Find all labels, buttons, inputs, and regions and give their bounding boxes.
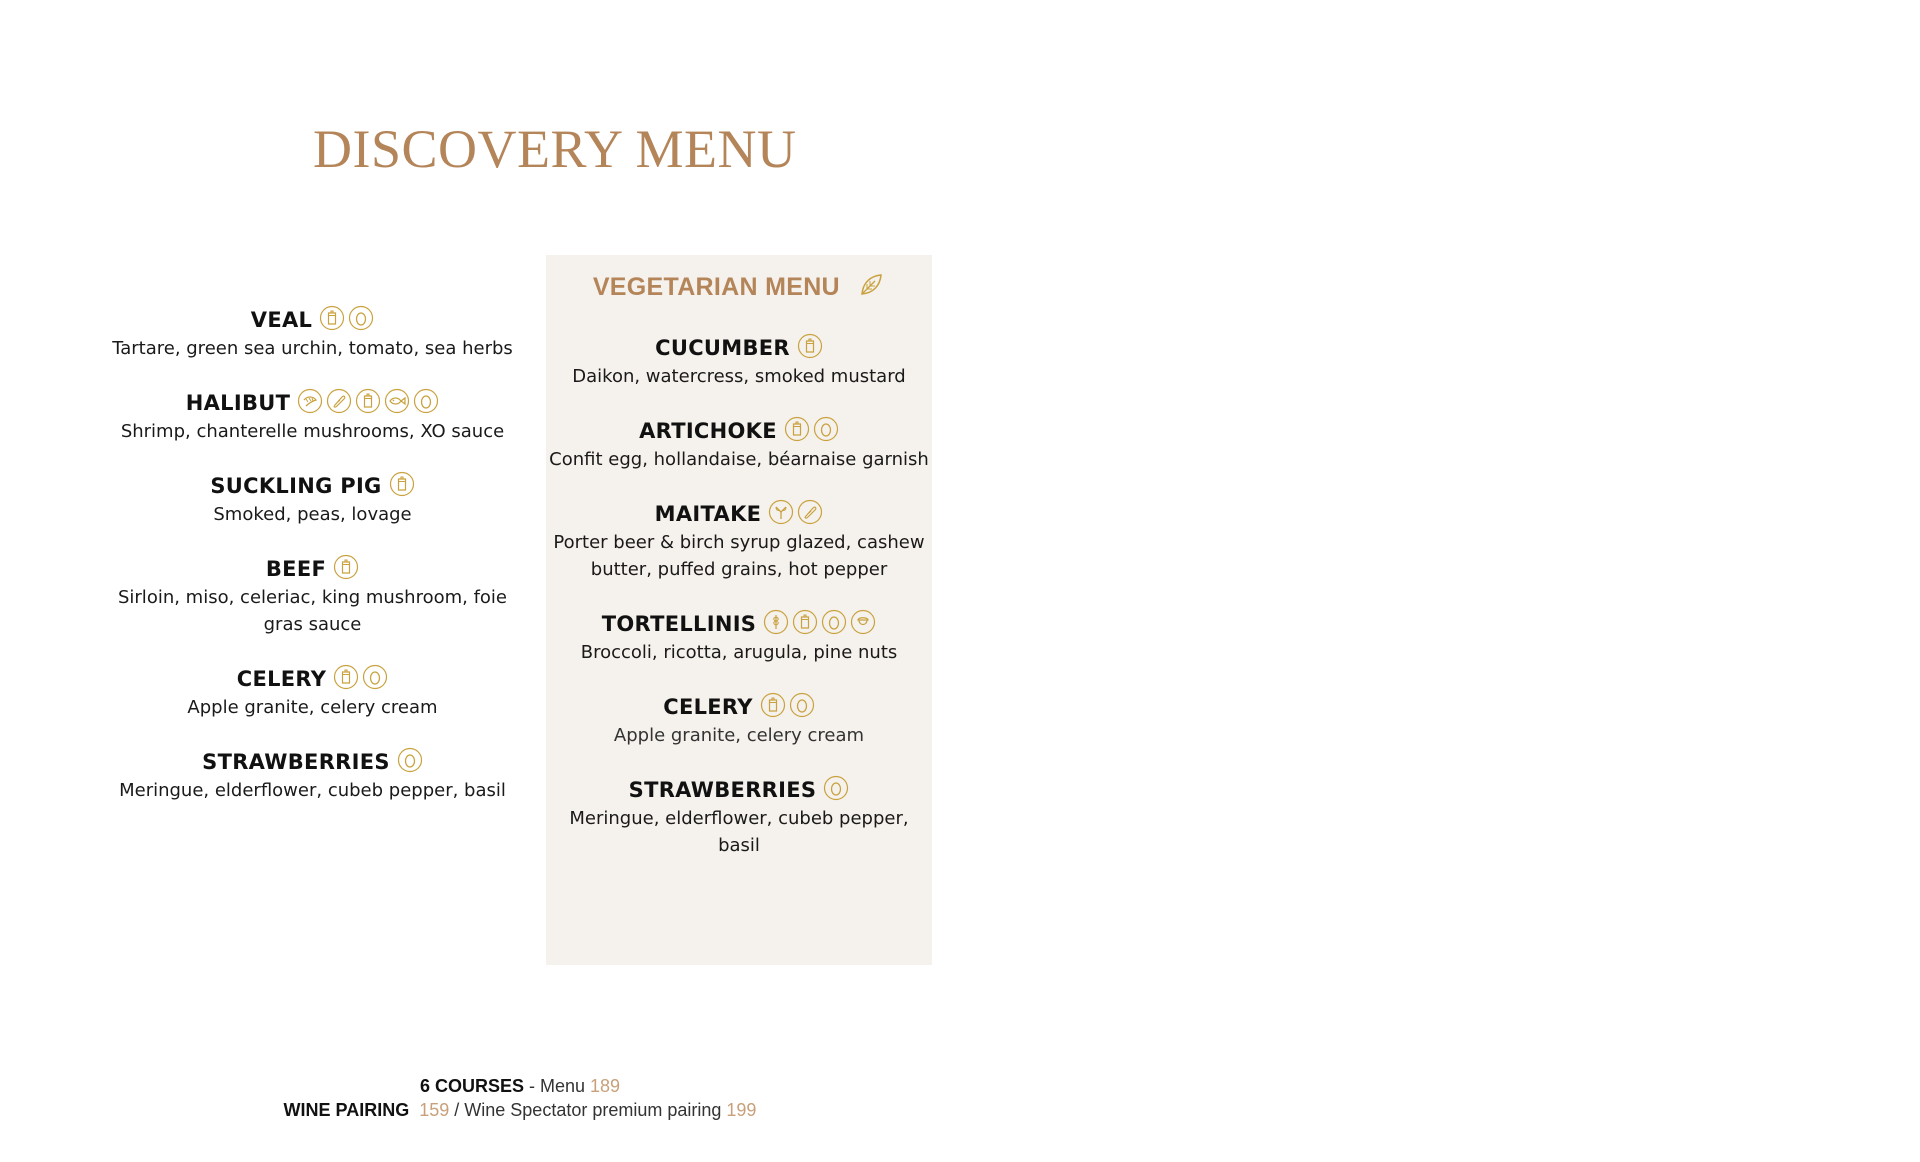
gluten-icon (319, 305, 345, 331)
egg-icon (823, 775, 849, 801)
dish-name: VEAL (250, 308, 313, 332)
menu-item (110, 471, 515, 528)
gluten-icon (760, 692, 786, 718)
vegetarian-menu-list (546, 333, 932, 885)
gluten-icon (792, 609, 818, 635)
dish-description: Meringue, elderflower, cubeb pepper, basil (569, 808, 909, 856)
pairing-price: 159 (419, 1100, 450, 1120)
fish-icon (384, 388, 410, 414)
premium-pairing-price: 199 (726, 1100, 757, 1120)
dish-description: Daikon, watercress, smoked mustard (572, 366, 906, 387)
dish-description: Tartare, green sea urchin, tomato, sea herbs (112, 338, 513, 359)
shellfish-icon (297, 388, 323, 414)
menu-item (546, 775, 932, 859)
egg-icon (348, 305, 374, 331)
gluten-icon (333, 664, 359, 690)
vegetarian-menu-title (546, 271, 932, 306)
egg-icon (397, 747, 423, 773)
sesame-icon (768, 499, 794, 525)
menu-item (110, 747, 515, 804)
courses-label: 6 COURSES (419, 1076, 524, 1096)
dish-name: MAITAKE (654, 502, 762, 526)
dish-description: Confit egg, hollandaise, béarnaise garnish (549, 449, 929, 470)
menu-item (110, 388, 515, 445)
wheat-icon (763, 609, 789, 635)
dish-description: Apple granite, celery cream (187, 697, 438, 718)
egg-icon (413, 388, 439, 414)
dish-description: Smoked, peas, lovage (213, 504, 412, 525)
gluten-icon (797, 333, 823, 359)
dish-description: Broccoli, ricotta, arugula, pine nuts (580, 642, 898, 663)
dish-description: Apple granite, celery cream (613, 725, 865, 746)
menu-item (546, 609, 932, 666)
menu-item (110, 664, 515, 721)
menu-item (546, 499, 932, 583)
vegetarian-menu-title-text: VEGETARIAN MENU (592, 273, 840, 302)
dish-name: CELERY (663, 695, 753, 719)
dish-name: STRAWBERRIES (202, 750, 390, 774)
egg-icon (789, 692, 815, 718)
menu-item (546, 692, 932, 749)
dish-name: TORTELLINIS (601, 612, 757, 636)
mushroom-icon (797, 499, 823, 525)
gluten-icon (355, 388, 381, 414)
egg-icon (362, 664, 388, 690)
dish-description: Porter beer & birch syrup glazed, cashew butter, puffed grains, hot pepper (553, 532, 925, 580)
menu-item (110, 305, 515, 362)
menu-item (546, 333, 932, 390)
egg-icon (813, 416, 839, 442)
dish-name: CUCUMBER (655, 336, 790, 360)
dish-name: CELERY (236, 667, 327, 691)
mushroom-icon (326, 388, 352, 414)
menu-item (546, 416, 932, 473)
dish-name: ARTICHOKE (639, 419, 777, 443)
menu-item (110, 554, 515, 638)
gluten-icon (784, 416, 810, 442)
dish-name: SUCKLING PIG (210, 474, 382, 498)
page-title: DISCOVERY MENU (313, 119, 797, 179)
pairing-separator: / Wine Spectator premium pairing (449, 1100, 727, 1120)
gluten-icon (389, 471, 415, 497)
courses-price: 189 (590, 1076, 621, 1096)
dish-description: Meringue, elderflower, cubeb pepper, basil (119, 780, 506, 801)
nut-icon (850, 609, 876, 635)
egg-icon (821, 609, 847, 635)
courses-separator: - Menu (523, 1076, 590, 1096)
gluten-icon (333, 554, 359, 580)
dish-name: HALIBUT (185, 391, 291, 415)
dish-name: STRAWBERRIES (628, 778, 817, 802)
discovery-menu-list (110, 305, 515, 830)
dish-name: BEEF (265, 557, 327, 581)
dish-description: Sirloin, miso, celeriac, king mushroom, foie gras sauce (117, 587, 508, 635)
leaf-icon (857, 271, 885, 306)
pairing-label: WINE PAIRING (283, 1100, 410, 1120)
footer-courses (0, 1076, 1040, 1097)
dish-description: Shrimp, chanterelle mushrooms, XO sauce (120, 421, 505, 442)
vegetarian-menu-panel (546, 255, 932, 965)
footer-wine-pairing (0, 1100, 1040, 1121)
